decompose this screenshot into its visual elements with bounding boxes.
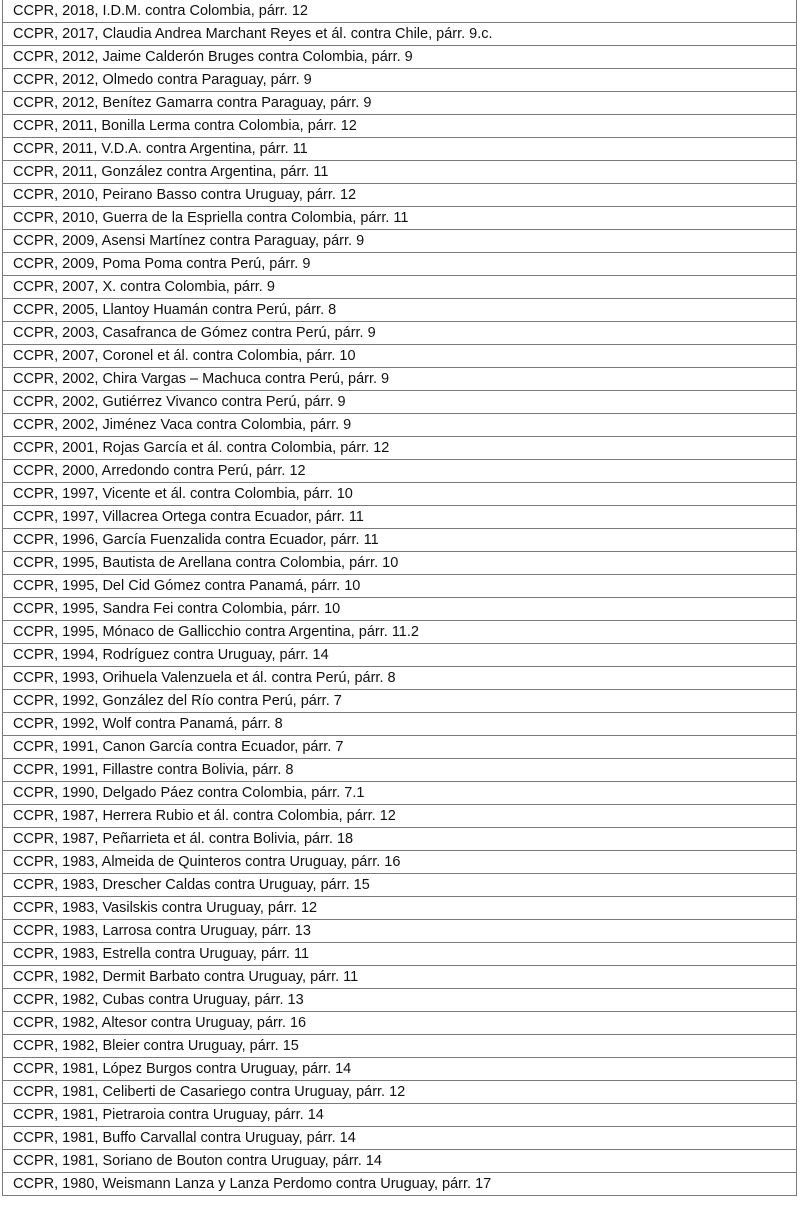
table-row: [3, 115, 797, 138]
citation-cell: CCPR, 2000, Arredondo contra Perú, párr. 12: [3, 460, 797, 483]
citation-cell: CCPR, 1992, Wolf contra Panamá, párr. 8: [3, 713, 797, 736]
citation-cell: CCPR, 2002, Gutiérrez Vivanco contra Perú, párr. 9: [3, 391, 797, 414]
table-row: [3, 0, 797, 23]
table-row: [3, 1127, 797, 1150]
citations-table-wrapper: [2, 0, 797, 1196]
citation-cell: CCPR, 1981, Buffo Carvallal contra Uruguay, párr. 14: [3, 1127, 797, 1150]
citation-cell: CCPR, 1983, Estrella contra Uruguay, párr. 11: [3, 943, 797, 966]
table-row: [3, 391, 797, 414]
table-row: [3, 92, 797, 115]
citation-cell: CCPR, 1991, Canon García contra Ecuador, párr. 7: [3, 736, 797, 759]
citation-cell: CCPR, 1980, Weismann Lanza y Lanza Perdomo contra Uruguay, párr. 17: [3, 1173, 797, 1196]
citation-cell: CCPR, 1981, Celiberti de Casariego contra Uruguay, párr. 12: [3, 1081, 797, 1104]
citation-cell: CCPR, 1981, Pietraroia contra Uruguay, párr. 14: [3, 1104, 797, 1127]
table-row: [3, 230, 797, 253]
citation-cell: CCPR, 2001, Rojas García et ál. contra Colombia, párr. 12: [3, 437, 797, 460]
table-row: [3, 828, 797, 851]
citation-cell: CCPR, 1983, Vasilskis contra Uruguay, párr. 12: [3, 897, 797, 920]
table-row: [3, 1081, 797, 1104]
citation-cell: CCPR, 1987, Peñarrieta et ál. contra Bolivia, párr. 18: [3, 828, 797, 851]
citation-cell: CCPR, 2010, Peirano Basso contra Uruguay, párr. 12: [3, 184, 797, 207]
citation-cell: CCPR, 2012, Olmedo contra Paraguay, párr. 9: [3, 69, 797, 92]
table-row: [3, 69, 797, 92]
citation-cell: CCPR, 1987, Herrera Rubio et ál. contra Colombia, párr. 12: [3, 805, 797, 828]
citation-cell: CCPR, 1997, Villacrea Ortega contra Ecuador, párr. 11: [3, 506, 797, 529]
table-row: [3, 805, 797, 828]
table-row: [3, 1150, 797, 1173]
citation-cell: CCPR, 2012, Jaime Calderón Bruges contra Colombia, párr. 9: [3, 46, 797, 69]
table-row: [3, 1035, 797, 1058]
citation-cell: CCPR, 1982, Bleier contra Uruguay, párr. 15: [3, 1035, 797, 1058]
table-row: [3, 598, 797, 621]
citation-cell: CCPR, 2011, Bonilla Lerma contra Colombia, párr. 12: [3, 115, 797, 138]
citation-cell: CCPR, 2009, Poma Poma contra Perú, párr. 9: [3, 253, 797, 276]
citation-cell: CCPR, 1983, Larrosa contra Uruguay, párr. 13: [3, 920, 797, 943]
citation-cell: CCPR, 2017, Claudia Andrea Marchant Reyes et ál. contra Chile, párr. 9.c.: [3, 23, 797, 46]
table-row: [3, 759, 797, 782]
table-row: [3, 989, 797, 1012]
table-row: [3, 437, 797, 460]
table-row: [3, 552, 797, 575]
table-row: [3, 483, 797, 506]
table-row: [3, 1173, 797, 1196]
table-row: [3, 874, 797, 897]
table-row: [3, 299, 797, 322]
table-row: [3, 276, 797, 299]
citation-cell: CCPR, 2005, Llantoy Huamán contra Perú, párr. 8: [3, 299, 797, 322]
table-row: [3, 736, 797, 759]
table-row: [3, 529, 797, 552]
citation-cell: CCPR, 1982, Altesor contra Uruguay, párr. 16: [3, 1012, 797, 1035]
citation-cell: CCPR, 1990, Delgado Páez contra Colombia, párr. 7.1: [3, 782, 797, 805]
citation-cell: CCPR, 2012, Benítez Gamarra contra Paraguay, párr. 9: [3, 92, 797, 115]
table-row: [3, 621, 797, 644]
table-row: [3, 207, 797, 230]
citation-cell: CCPR, 1995, Bautista de Arellana contra Colombia, párr. 10: [3, 552, 797, 575]
citation-cell: CCPR, 2011, González contra Argentina, párr. 11: [3, 161, 797, 184]
table-row: [3, 46, 797, 69]
table-row: [3, 253, 797, 276]
table-row: [3, 943, 797, 966]
table-row: [3, 897, 797, 920]
citation-cell: CCPR, 1995, Del Cid Gómez contra Panamá, párr. 10: [3, 575, 797, 598]
table-row: [3, 184, 797, 207]
table-row: [3, 782, 797, 805]
table-row: [3, 667, 797, 690]
citation-cell: CCPR, 1994, Rodríguez contra Uruguay, párr. 14: [3, 644, 797, 667]
citation-cell: CCPR, 1981, López Burgos contra Uruguay, párr. 14: [3, 1058, 797, 1081]
citation-cell: CCPR, 2010, Guerra de la Espriella contra Colombia, párr. 11: [3, 207, 797, 230]
citation-cell: CCPR, 1997, Vicente et ál. contra Colombia, párr. 10: [3, 483, 797, 506]
citations-table: [2, 0, 797, 1196]
citation-cell: CCPR, 1996, García Fuenzalida contra Ecuador, párr. 11: [3, 529, 797, 552]
table-row: [3, 368, 797, 391]
table-row: [3, 460, 797, 483]
citation-cell: CCPR, 1982, Dermit Barbato contra Uruguay, párr. 11: [3, 966, 797, 989]
citation-cell: CCPR, 1991, Fillastre contra Bolivia, párr. 8: [3, 759, 797, 782]
table-row: [3, 23, 797, 46]
table-row: [3, 575, 797, 598]
table-row: [3, 644, 797, 667]
citation-cell: CCPR, 1992, González del Río contra Perú, párr. 7: [3, 690, 797, 713]
table-row: [3, 966, 797, 989]
table-row: [3, 1058, 797, 1081]
citation-cell: CCPR, 2011, V.D.A. contra Argentina, párr. 11: [3, 138, 797, 161]
citation-cell: CCPR, 2002, Jiménez Vaca contra Colombia, párr. 9: [3, 414, 797, 437]
citation-cell: CCPR, 2002, Chira Vargas – Machuca contra Perú, párr. 9: [3, 368, 797, 391]
table-row: [3, 161, 797, 184]
table-row: [3, 920, 797, 943]
table-row: [3, 414, 797, 437]
citation-cell: CCPR, 1983, Almeida de Quinteros contra Uruguay, párr. 16: [3, 851, 797, 874]
citation-cell: CCPR, 2007, Coronel et ál. contra Colombia, párr. 10: [3, 345, 797, 368]
citation-cell: CCPR, 2009, Asensi Martínez contra Paraguay, párr. 9: [3, 230, 797, 253]
citations-table-body: [3, 0, 797, 1196]
table-row: [3, 345, 797, 368]
table-row: [3, 1012, 797, 1035]
table-row: [3, 851, 797, 874]
table-row: [3, 506, 797, 529]
citation-cell: CCPR, 1993, Orihuela Valenzuela et ál. contra Perú, párr. 8: [3, 667, 797, 690]
citation-cell: CCPR, 2003, Casafranca de Gómez contra Perú, párr. 9: [3, 322, 797, 345]
citation-cell: CCPR, 1995, Sandra Fei contra Colombia, párr. 10: [3, 598, 797, 621]
table-row: [3, 322, 797, 345]
table-row: [3, 1104, 797, 1127]
citation-cell: CCPR, 1982, Cubas contra Uruguay, párr. 13: [3, 989, 797, 1012]
table-row: [3, 690, 797, 713]
citation-cell: CCPR, 1981, Soriano de Bouton contra Uruguay, párr. 14: [3, 1150, 797, 1173]
table-row: [3, 713, 797, 736]
citation-cell: CCPR, 2018, I.D.M. contra Colombia, párr. 12: [3, 0, 797, 23]
table-row: [3, 138, 797, 161]
citation-cell: CCPR, 1995, Mónaco de Gallicchio contra Argentina, párr. 11.2: [3, 621, 797, 644]
citation-cell: CCPR, 1983, Drescher Caldas contra Uruguay, párr. 15: [3, 874, 797, 897]
citation-cell: CCPR, 2007, X. contra Colombia, párr. 9: [3, 276, 797, 299]
